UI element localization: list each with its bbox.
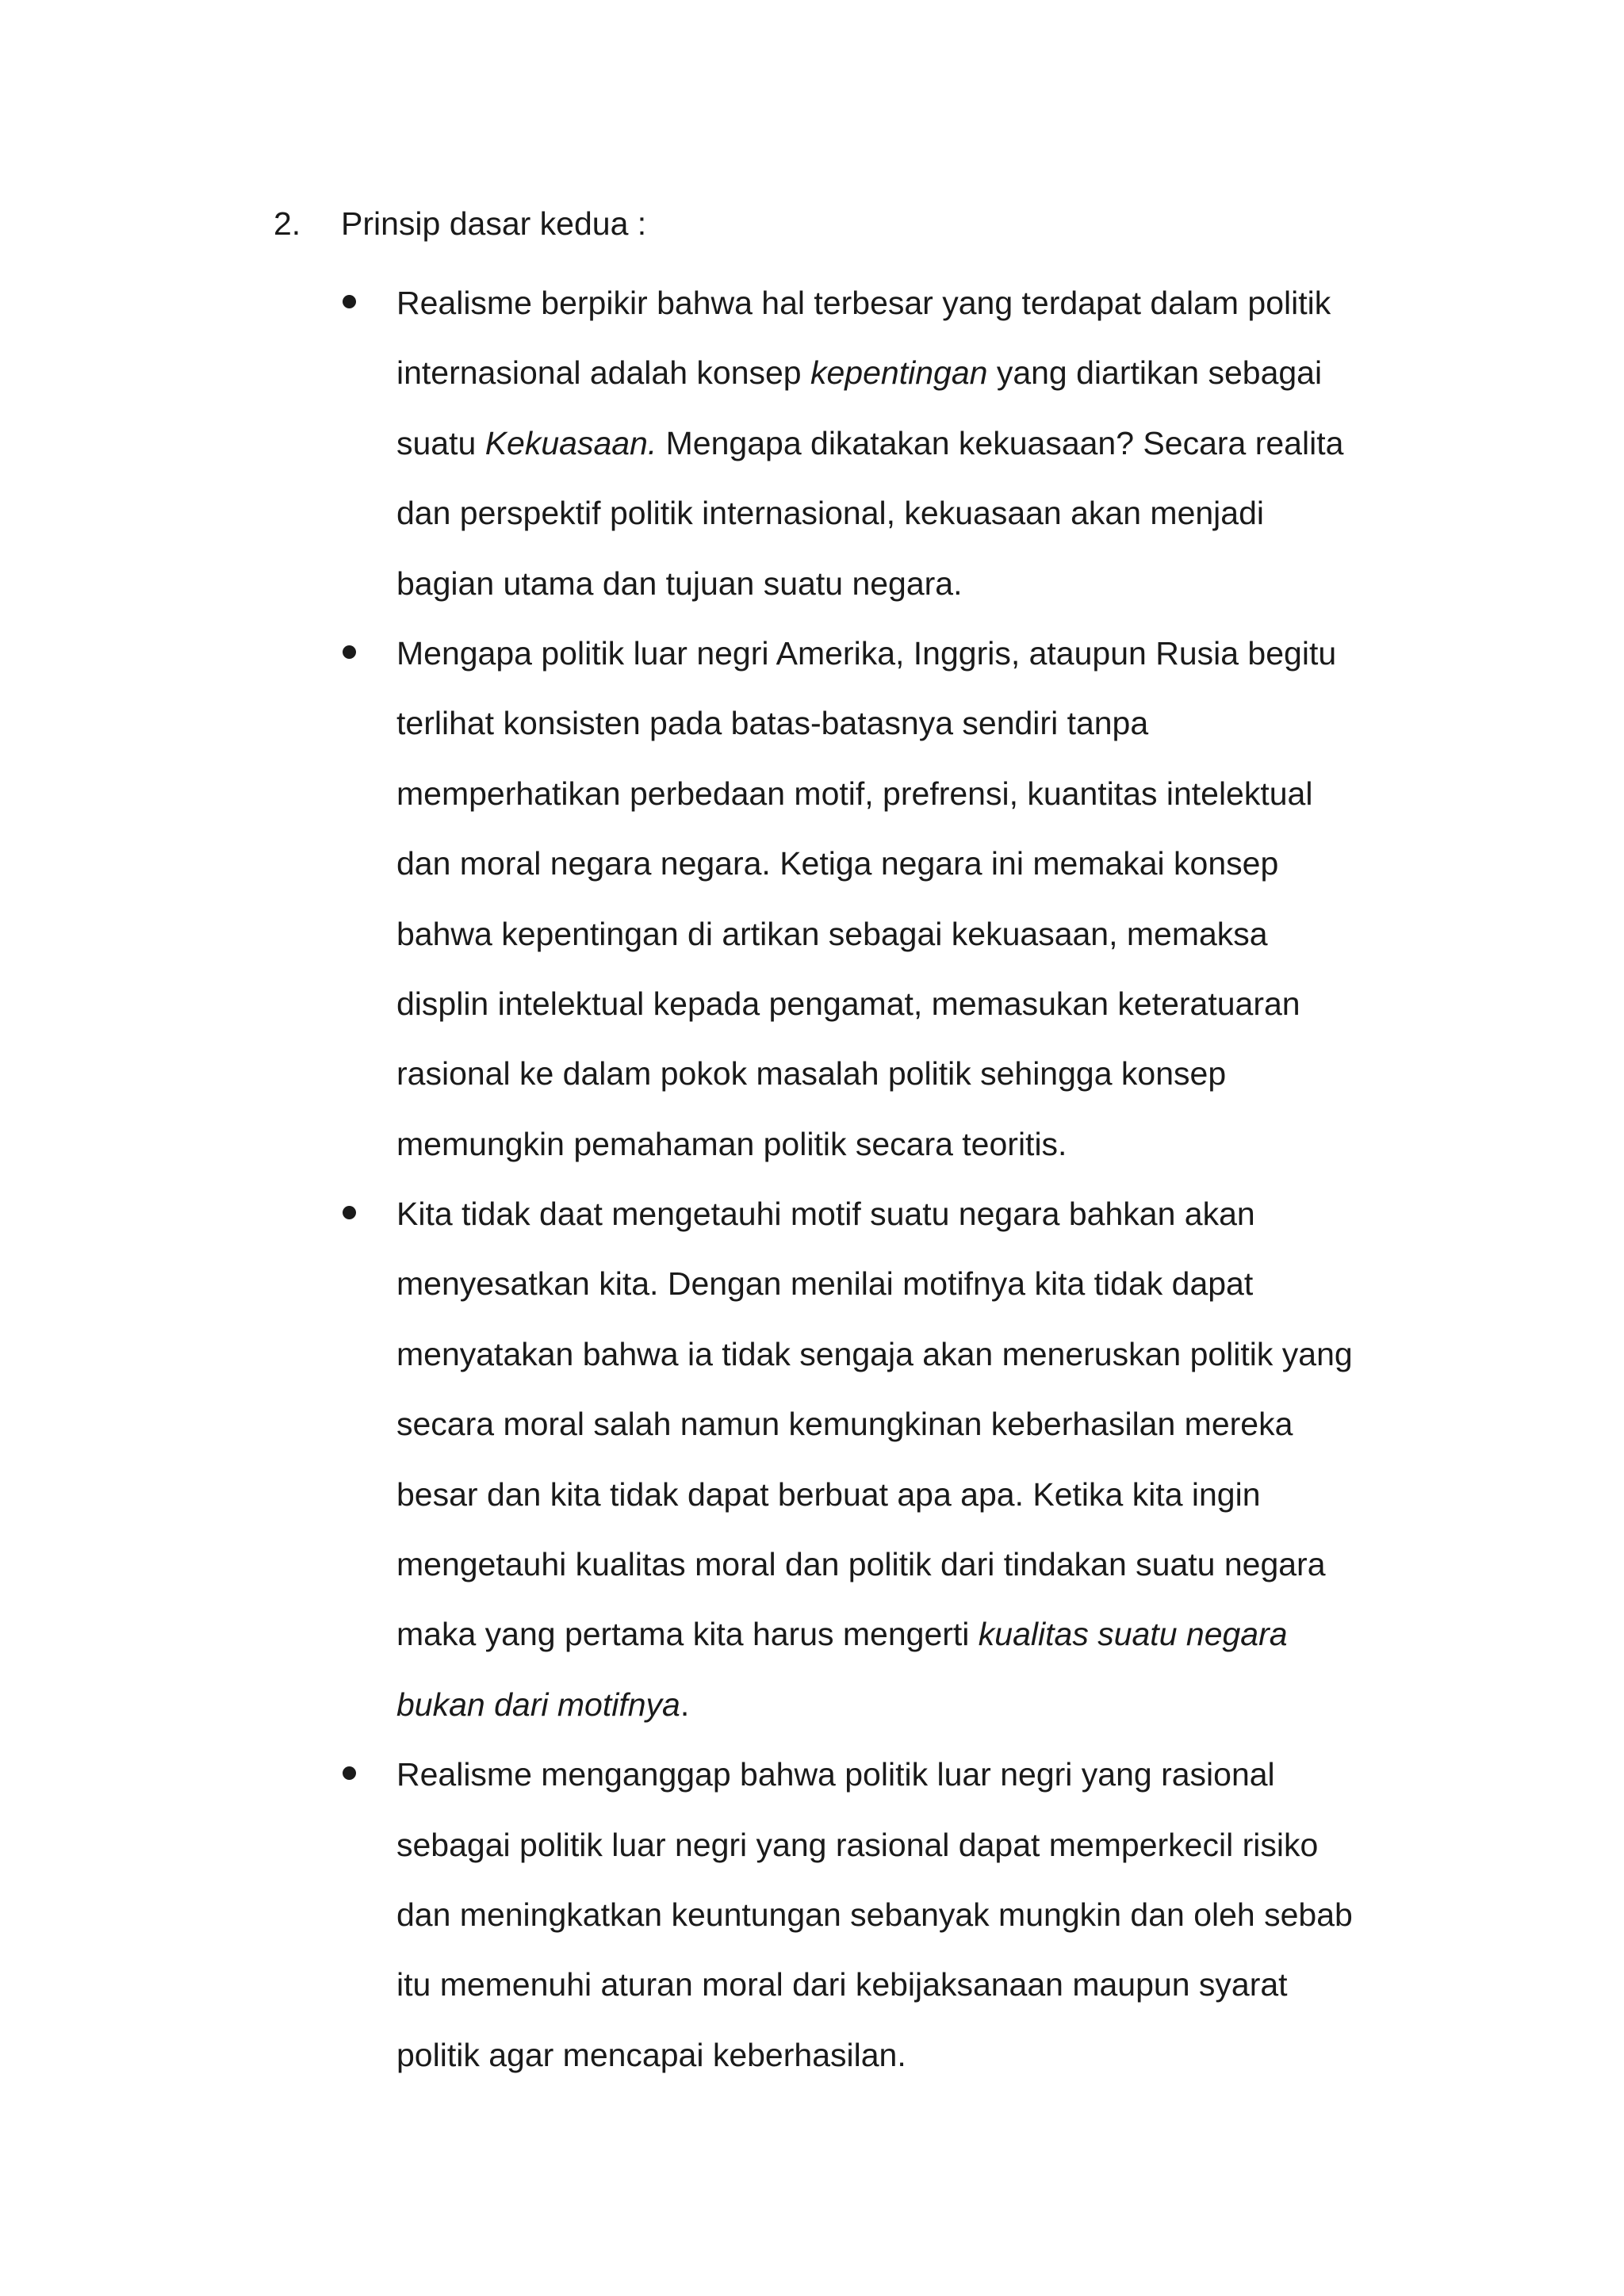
bullet-item bbox=[396, 1739, 1423, 2090]
text-line bbox=[396, 1599, 1423, 1669]
text-line bbox=[396, 338, 1423, 408]
text-run: internasional adalah konsep bbox=[396, 354, 810, 392]
text-run: displin intelektual kepada pengamat, memasukan keteratuaran bbox=[396, 985, 1300, 1022]
bullet-item bbox=[396, 1179, 1423, 1739]
bullet-dot-icon bbox=[343, 1206, 356, 1219]
text-run: besar dan kita tidak dapat berbuat apa apa. Ketika kita ingin bbox=[396, 1475, 1261, 1513]
italic-text: kualitas suatu negara bbox=[978, 1616, 1288, 1653]
text-line bbox=[396, 478, 1423, 548]
text-run: Realisme berpikir bahwa hal terbesar yang terdapat dalam politik bbox=[396, 285, 1331, 321]
text-line bbox=[396, 1389, 1423, 1459]
text-run: rasional ke dalam pokok masalah politik sehingga konsep bbox=[396, 1055, 1227, 1093]
bullet-dot-icon bbox=[343, 295, 356, 308]
text-line bbox=[396, 1319, 1423, 1389]
italic-text: bukan dari motifnya bbox=[396, 1686, 680, 1723]
text-run: menyatakan bahwa ia tidak sengaja akan meneruskan politik yang bbox=[396, 1335, 1353, 1372]
text-run: politik agar mencapai keberhasilan. bbox=[396, 2036, 906, 2073]
text-line bbox=[396, 828, 1423, 898]
text-run: dan moral negara negara. Ketiga negara ini memakai konsep bbox=[396, 845, 1279, 882]
text-line bbox=[396, 2020, 1423, 2090]
text-line bbox=[396, 1249, 1423, 1318]
text-line bbox=[396, 1880, 1423, 1950]
text-run: . bbox=[680, 1686, 690, 1723]
text-line bbox=[396, 1810, 1423, 1880]
bullet-item bbox=[396, 268, 1423, 618]
text-run: Mengapa politik luar negri Amerika, Inggris, ataupun Rusia begitu bbox=[396, 634, 1337, 672]
text-run: terlihat konsisten pada batas-batasnya sendiri tanpa bbox=[396, 705, 1149, 742]
text-line bbox=[396, 899, 1423, 969]
text-line bbox=[396, 759, 1423, 828]
text-line bbox=[396, 688, 1423, 758]
text-run: yang diartikan sebagai bbox=[987, 354, 1323, 392]
text-line bbox=[396, 969, 1423, 1039]
text-run: dan perspektif politik internasional, kekuasaan akan menjadi bbox=[396, 495, 1265, 532]
text-line bbox=[396, 1179, 1423, 1249]
text-line bbox=[396, 1739, 1423, 1809]
text-line bbox=[396, 1670, 1423, 1739]
text-run: dan meningkatkan keuntungan sebanyak mungkin dan oleh sebab bbox=[396, 1896, 1353, 1933]
text-run: mengetauhi kualitas moral dan politik dari tindakan suatu negara bbox=[396, 1546, 1326, 1583]
text-run: Realisme menganggap bahwa politik luar negri yang rasional bbox=[396, 1756, 1275, 1793]
text-line bbox=[396, 268, 1423, 338]
text-run: memperhatikan perbedaan motif, prefrensi, kuantitas intelektual bbox=[396, 775, 1313, 812]
text-line bbox=[396, 408, 1423, 478]
text-run: Mengapa dikatakan kekuasaan? Secara realita bbox=[657, 424, 1344, 461]
text-line bbox=[396, 1529, 1423, 1599]
text-line bbox=[396, 1109, 1423, 1179]
section-number: 2. bbox=[274, 205, 301, 242]
text-run: itu memenuhi aturan moral dari kebijaksanaan maupun syarat bbox=[396, 1966, 1288, 2003]
text-run: Kita tidak daat mengetauhi motif suatu negara bahkan akan bbox=[396, 1196, 1255, 1233]
section-principle-2 bbox=[274, 197, 1431, 2090]
text-line bbox=[396, 1039, 1423, 1108]
bullet-list bbox=[274, 268, 1431, 2090]
text-run: maka yang pertama kita harus mengerti bbox=[396, 1616, 979, 1653]
text-line bbox=[396, 1460, 1423, 1529]
text-run: memungkin pemahaman politik secara teoritis. bbox=[396, 1125, 1067, 1162]
italic-text: Kekuasaan. bbox=[485, 424, 657, 461]
text-run: sebagai politik luar negri yang rasional dapat memperkecil risiko bbox=[396, 1826, 1319, 1863]
bullet-dot-icon bbox=[343, 645, 356, 659]
text-run: bagian utama dan tujuan suatu negara. bbox=[396, 564, 963, 602]
text-run: suatu bbox=[396, 424, 485, 461]
text-line bbox=[396, 1950, 1423, 2019]
italic-text: kepentingan bbox=[810, 354, 988, 392]
text-run: menyesatkan kita. Dengan menilai motifnya kita tidak dapat bbox=[396, 1265, 1254, 1303]
text-line bbox=[396, 618, 1423, 688]
bullet-item bbox=[396, 618, 1423, 1179]
section-heading bbox=[274, 197, 1431, 251]
section-title: Prinsip dasar kedua : bbox=[341, 205, 647, 242]
text-line bbox=[396, 549, 1423, 618]
text-run: bahwa kepentingan di artikan sebagai kekuasaan, memaksa bbox=[396, 915, 1268, 952]
bullet-dot-icon bbox=[343, 1766, 356, 1780]
text-run: secara moral salah namun kemungkinan keberhasilan mereka bbox=[396, 1406, 1293, 1443]
